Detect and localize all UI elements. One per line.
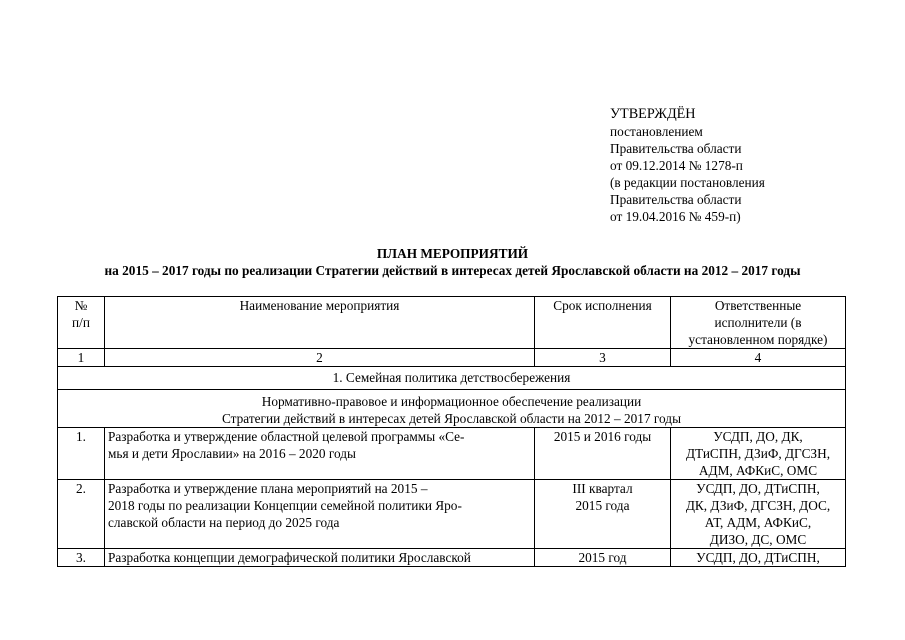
row-name-line: славской области на период до 2025 года [108, 515, 340, 530]
row-name-line: 2018 годы по реализации Концепции семейной политики Яро- [108, 498, 462, 513]
plan-table [57, 296, 846, 567]
row-name [105, 549, 535, 567]
row-term-line: 2015 год [578, 550, 627, 565]
row-resp-line: УСДП, ДО, ДТиСПН, [696, 481, 820, 496]
row-term [535, 428, 671, 480]
row-name [105, 480, 535, 549]
row-term-line: III квартал [572, 481, 633, 496]
section-title: 1. Семейная политика детствосбережения [58, 367, 846, 390]
header-resp-line: установленном порядке) [688, 332, 828, 347]
approval-line: Правительства области [610, 141, 742, 156]
col-number: 1 [58, 349, 105, 367]
header-num [58, 297, 105, 349]
row-resp-line: ДТиСПН, ДЗиФ, ДГСЗН, [685, 446, 831, 461]
header-resp-line: исполнители (в [714, 315, 802, 330]
row-term [535, 549, 671, 567]
header-name: Наименование мероприятия [105, 297, 535, 349]
row-name-line: Разработка и утверждение областной целевой программы «Се- [108, 429, 465, 444]
title-line-2: на 2015 – 2017 годы по реализации Стратегии действий в интересах детей Ярославской области на 2012 – 2017 годы [104, 263, 801, 278]
row-resp-line: ДК, ДЗиФ, ДГСЗН, ДОС, [685, 498, 831, 513]
row-resp-line: АДМ, АФКиС, ОМС [698, 463, 818, 478]
approval-line: от 09.12.2014 № 1278-п [610, 158, 743, 173]
section-row [58, 367, 846, 390]
row-resp-line: АТ, АДМ, АФКиС, [704, 515, 812, 530]
approval-line: Правительства области [610, 192, 742, 207]
approval-line: постановлением [610, 124, 703, 139]
row-term-line: 2015 года [575, 498, 630, 513]
col-number: 4 [671, 349, 846, 367]
row-name [105, 428, 535, 480]
row-resp [671, 428, 846, 480]
table-row [58, 549, 846, 567]
row-num: 2. [58, 480, 105, 549]
row-term-line: 2015 и 2016 годы [553, 429, 652, 444]
subsection-title [58, 390, 846, 428]
row-resp [671, 480, 846, 549]
approval-line: от 19.04.2016 № 459-п) [610, 209, 741, 224]
header-resp-line: Ответственные [714, 298, 802, 313]
subsection-line: Стратегии действий в интересах детей Ярославской области на 2012 – 2017 годы [221, 411, 682, 426]
row-name-line: Разработка и утверждение плана мероприятий на 2015 – [108, 481, 428, 496]
row-resp-line: ДИЗО, ДС, ОМС [709, 532, 807, 547]
subsection-line: Нормативно-правовое и информационное обеспечение реализации [261, 394, 642, 409]
column-number-row [58, 349, 846, 367]
title-line-1: ПЛАН МЕРОПРИЯТИЙ [376, 246, 529, 261]
row-name-line: Разработка концепции демографической политики Ярославской [108, 550, 471, 565]
row-term [535, 480, 671, 549]
approval-line: УТВЕРЖДЁН [610, 106, 696, 122]
document-title [0, 245, 905, 279]
header-num-line: п/п [72, 315, 90, 330]
approval-line: (в редакции постановления [610, 175, 765, 190]
subsection-row [58, 390, 846, 428]
row-resp-line: УСДП, ДО, ДК, [713, 429, 803, 444]
table-row [58, 480, 846, 549]
table-header-row [58, 297, 846, 349]
header-term: Срок исполнения [535, 297, 671, 349]
col-number: 2 [105, 349, 535, 367]
row-name-line: мья и дети Ярославии» на 2016 – 2020 годы [108, 446, 356, 461]
row-resp [671, 549, 846, 567]
col-number: 3 [535, 349, 671, 367]
row-num: 3. [58, 549, 105, 567]
table-row [58, 428, 846, 480]
approval-stamp [610, 106, 765, 225]
row-num: 1. [58, 428, 105, 480]
header-num-line: № [74, 298, 88, 313]
row-resp-line: УСДП, ДО, ДТиСПН, [696, 550, 820, 565]
header-resp [671, 297, 846, 349]
